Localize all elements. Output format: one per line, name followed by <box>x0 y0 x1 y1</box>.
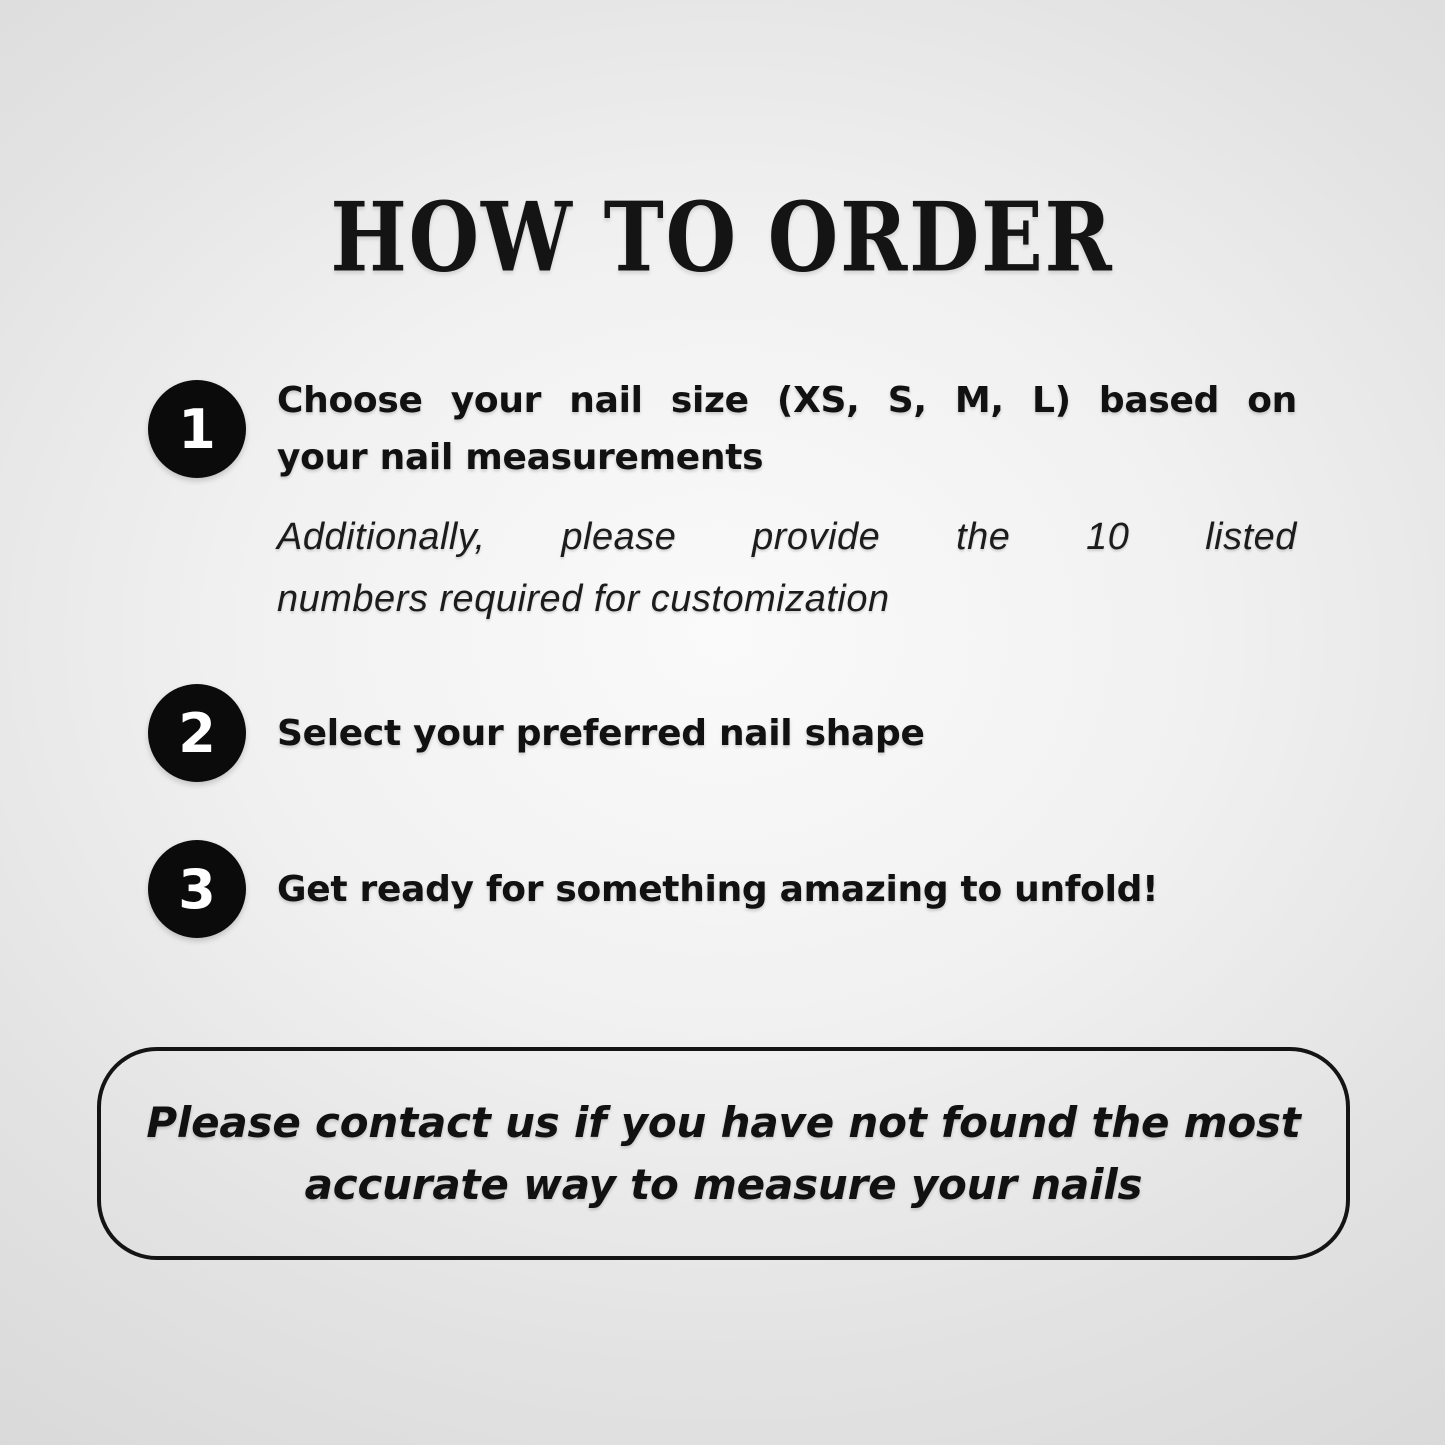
step-1-note-line-1: Additionally, please provide the 10 listed <box>277 516 1297 558</box>
page-title <box>0 180 1445 294</box>
step-2-badge: 2 <box>148 684 246 782</box>
step-3-line-1: Get ready for something amazing to unfold! <box>277 868 1159 910</box>
contact-note-line-1: Please contact us if you have not found the most <box>146 1097 1301 1147</box>
contact-note-box <box>97 1047 1350 1260</box>
step-1 <box>148 372 1297 486</box>
page-title-text: HOW TO ORDER <box>330 180 1115 294</box>
step-1-text <box>277 372 1297 486</box>
step-2-line-1: Select your preferred nail shape <box>277 712 925 754</box>
step-1-badge: 1 <box>148 380 246 478</box>
step-1-line-1: Choose your nail size (XS, S, M, L) based on <box>277 380 1297 421</box>
step-3-text <box>277 861 1297 918</box>
step-2 <box>148 684 1297 782</box>
step-1-line-2: your nail measurements <box>277 437 764 478</box>
step-3-badge: 3 <box>148 840 246 938</box>
step-2-text <box>277 705 1297 762</box>
step-1-note <box>277 506 1297 630</box>
step-3 <box>148 840 1297 938</box>
contact-note-line-2: accurate way to measure your nails <box>304 1159 1143 1209</box>
step-1-note-line-2: numbers required for customization <box>277 578 890 620</box>
